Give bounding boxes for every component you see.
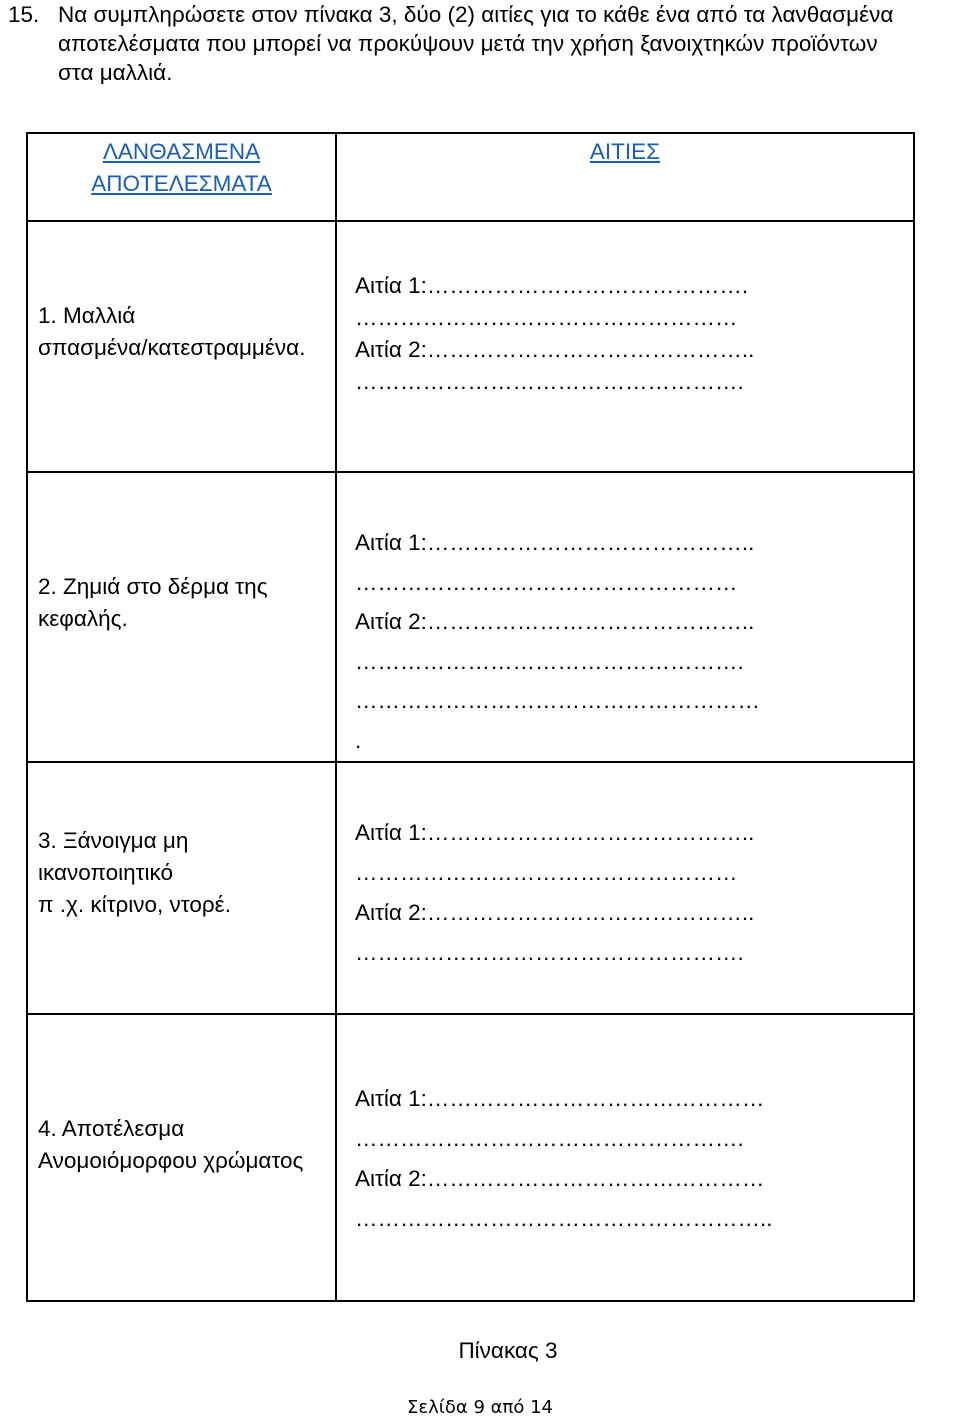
result-1-line-1: 1. Μαλλιά (38, 303, 136, 328)
cause-cell-3[interactable] (336, 762, 914, 1014)
result-2-line-1: 2. Ζημιά στο δέρμα της (38, 574, 268, 599)
header-causes-label: ΑΙΤΙΕΣ (589, 139, 661, 164)
result-4-line-1: 4. Αποτέλεσμα (38, 1116, 185, 1141)
cause-cell-4[interactable] (336, 1014, 914, 1301)
cause-3-line-3: Αιτία 2:…………………………………….. (355, 900, 755, 925)
table-caption: Πίνακας 3 (458, 1338, 558, 1363)
result-cell-1 (27, 221, 336, 472)
cause-2-line-2: …………………………………………… (355, 569, 738, 595)
cause-2-line-1: Αιτία 1:…………………………………….. (355, 530, 755, 555)
header-causes (336, 133, 914, 221)
question-number: 15. (8, 2, 40, 27)
result-3-line-2: ικανοποιητικό (38, 860, 174, 885)
cause-4-line-3: Αιτία 2:……………………………………… (355, 1166, 765, 1191)
cause-1-line-1: Αιτία 1:……………………………………. (355, 273, 749, 298)
cause-3-line-2: …………………………………………… (355, 860, 738, 885)
question-line-3: στα μαλλιά. (58, 60, 173, 85)
page-footer: Σελίδα 9 από 14 (407, 1397, 553, 1418)
result-cell-4 (27, 1014, 336, 1301)
cause-1-line-4: ……………………………………………. (355, 369, 744, 394)
cause-3-line-4: ……………………………………………. (355, 940, 744, 965)
cause-2-line-3: Αιτία 2:…………………………………….. (355, 609, 755, 634)
cause-2-line-4: ……………………………………………. (355, 648, 744, 674)
cause-2-line-5: ……………………………………………… (355, 688, 760, 713)
cause-4-line-2: ……………………………………………. (355, 1126, 744, 1151)
cause-1-line-2: …………………………………………… (355, 305, 738, 330)
causes-table (26, 132, 915, 1302)
header-left-line-1: ΛΑΝΘΑΣΜΕΝΑ (102, 139, 261, 164)
cause-cell-2[interactable] (336, 472, 914, 762)
question-line-1: Να συμπληρώσετε στον πίνακα 3, δύο (2) αιτίες για το κάθε ένα από τα λανθασμένα (58, 2, 894, 27)
cause-2-line-6: . (355, 727, 362, 753)
header-wrong-results (27, 133, 336, 221)
cause-3-line-1: Αιτία 1:…………………………………….. (355, 820, 755, 845)
header-left-line-2: ΑΠΟΤΕΛΕΣΜΑΤΑ (91, 171, 272, 196)
result-2-line-2: κεφαλής. (38, 606, 128, 631)
result-3-line-3: π .χ. κίτρινο, ντορέ. (38, 892, 231, 917)
result-3-line-1: 3. Ξάνοιγμα μη (38, 828, 189, 853)
result-cell-2 (27, 472, 336, 762)
cause-1-line-3: Αιτία 2:…………………………………….. (355, 337, 755, 362)
cause-cell-1[interactable] (336, 221, 914, 472)
cause-4-line-4: ……………………………………………….. (355, 1206, 773, 1231)
result-4-line-2: Ανομοιόμορφου χρώματος (38, 1148, 304, 1173)
result-1-line-2: σπασμένα/κατεστραμμένα. (38, 335, 306, 360)
question-line-2: αποτελέσματα που μπορεί να προκύψουν μετά την χρήση ξανοιχτηκών προϊόντων (58, 31, 878, 56)
result-cell-3 (27, 762, 336, 1014)
cause-4-line-1: Αιτία 1:……………………………………… (355, 1086, 765, 1111)
